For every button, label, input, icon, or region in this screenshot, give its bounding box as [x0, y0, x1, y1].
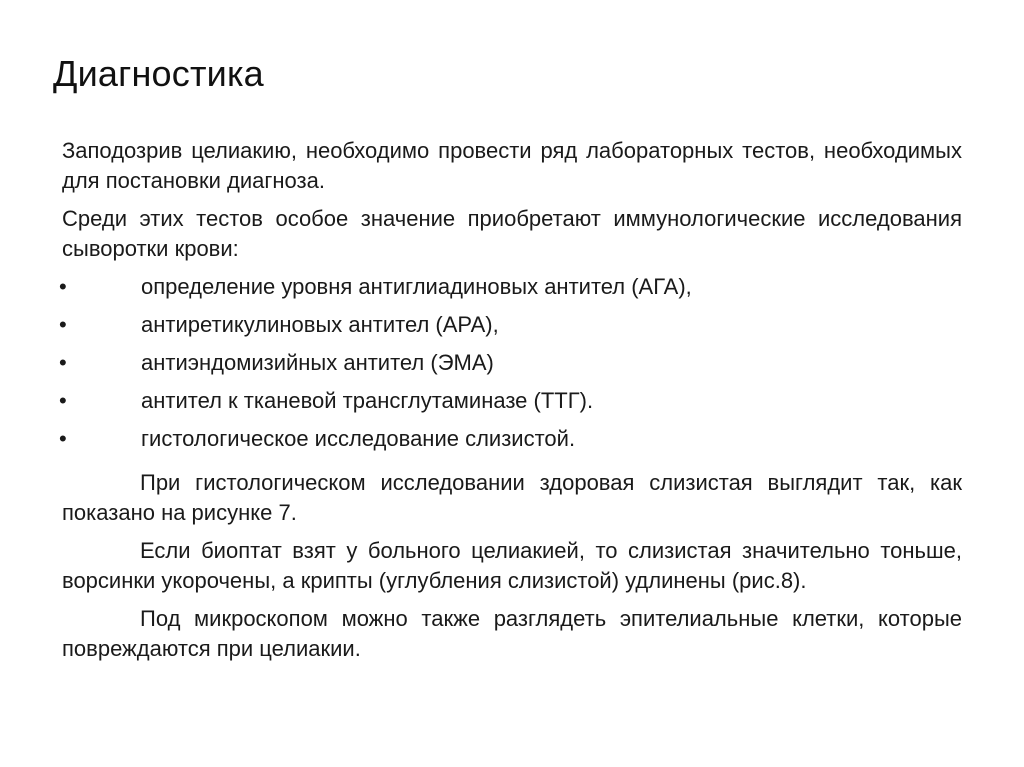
list-item-text: определение уровня антиглиадиновых антител (АГА), — [141, 274, 692, 299]
closing-paragraph-1: При гистологическом исследовании здоровая слизистая выглядит так, как показано на рисунке 7. — [62, 470, 962, 525]
bullet-icon: • — [59, 426, 67, 451]
slide-body — [59, 136, 962, 672]
test-list — [59, 272, 962, 462]
list-item-text: гистологическое исследование слизистой. — [141, 426, 576, 451]
closing-paragraph-3: Под микроскопом можно также разглядеть эпителиальные клетки, которые повреждаются при целиакии. — [62, 606, 962, 661]
bullet-icon: • — [59, 350, 67, 375]
bullet-icon: • — [59, 388, 67, 413]
list-item-text: антиретикулиновых антител (АРА), — [141, 312, 499, 337]
list-item-text: антиэндомизийных антител (ЭМА) — [141, 350, 494, 375]
list-item — [59, 386, 962, 424]
intro-paragraph-1: Заподозрив целиакию, необходимо провести ряд лабораторных тестов, необходимых для постановки диагноза. — [62, 138, 962, 193]
list-item — [59, 424, 962, 462]
closing-paragraph-2: Если биоптат взят у больного целиакией, то слизистая значительно тоньше, ворсинки укорочены, а крипты (углубления слизистой) удлинены (рис.8). — [62, 538, 962, 593]
bullet-icon: • — [59, 312, 67, 337]
list-item-text: антител к тканевой трансглутаминазе (ТТГ). — [141, 388, 594, 413]
bullet-icon: • — [59, 274, 67, 299]
list-item — [59, 310, 962, 348]
intro-paragraph-2: Среди этих тестов особое значение приобретают иммунологические исследования сыворотки крови: — [62, 206, 962, 261]
list-item — [59, 272, 962, 310]
slide-title: Диагностика — [53, 53, 264, 94]
list-item — [59, 348, 962, 386]
